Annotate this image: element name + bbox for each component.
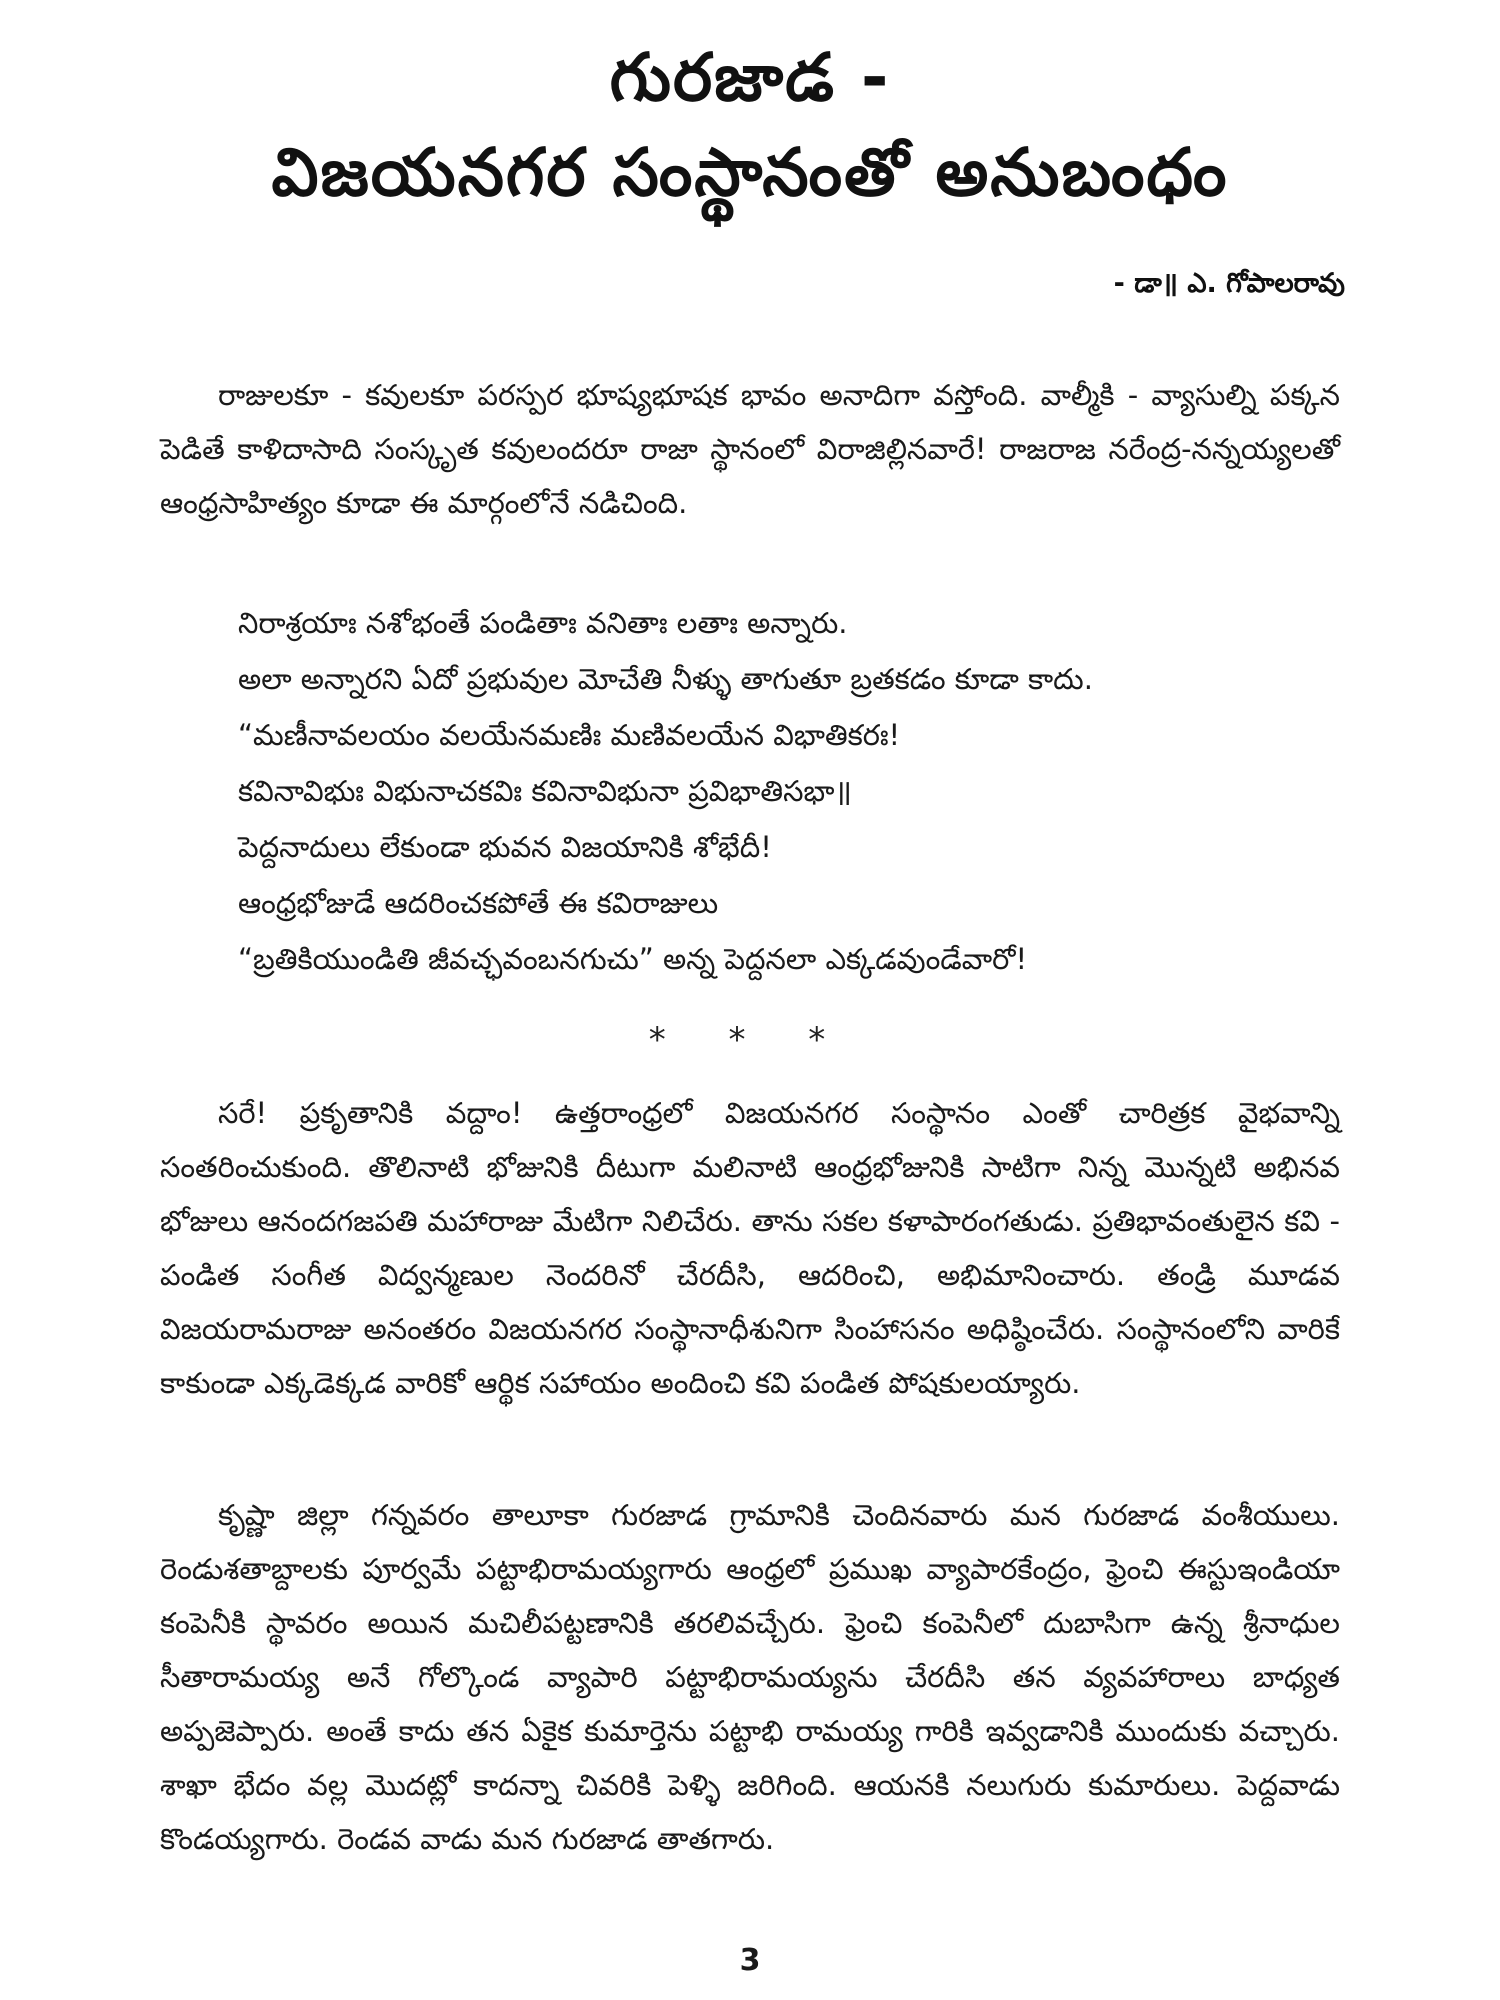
verse-line: “బ్రతికియుండితి జీవచ్ఛవంబనగుచు” అన్న పెద్దనలా ఎక్కడవుండేవారో! [238, 942, 1028, 976]
verse-line: అలా అన్నారని ఏదో ప్రభువుల మోచేతి నీళ్ళు తాగుతూ బ్రతకడం కూడా కాదు. [238, 662, 1093, 696]
verse-block [238, 595, 1338, 987]
paragraph-3: కృష్ణా జిల్లా గన్నవరం తాలూకా గురజాడ గ్రామానికి చెందినవారు మన గురజాడ వంశీయులు. రెండుశతాబ్దాలకు పూర్వమే పట్టాభిరామయ్యగారు ఆంధ్రలో ప్రముఖ వ్యాపారకేంద్రం, ఫ్రెంచి ఈస్టుఇండియా కంపెనీకి స్థావరం అయిన మచిలీపట్టణానికి తరలివచ్చేరు. ఫ్రెంచి కంపెనీలో దుబాసిగా ఉన్న శ్రీనాధుల సీతారామయ్య అనే గోల్కొండ వ్యాపారి పట్టాభిరామయ్యను చేరదీసి తన వ్యవహారాలు బాధ్యత అప్పజెప్పారు. అంతే కాదు తన ఏకైక కుమార్తెను పట్టాభి రామయ్య గారికి ఇవ్వడానికి ముందుకు వచ్చారు. శాఖా భేదం వల్ల మొదట్లో కాదన్నా చివరికి పెళ్ళి జరిగింది. ఆయనకి నలుగురు కుమారులు. పెద్దవాడు కొండయ్యగారు. రెండవ వాడు మన గురజాడ తాతగారు. [160, 1498, 1340, 1856]
author-byline: - డా॥ ఎ. గోపాలరావు [1113, 268, 1345, 299]
verse-line: “మణీనావలయం వలయేనమణిః మణివలయేన విభాతికరః! [238, 718, 901, 752]
verse-line: కవినావిభుః విభునాచకవిః కవినావిభునా ప్రవిభాతిసభా॥ [238, 774, 852, 808]
section-separator: * * * [648, 1020, 852, 1060]
verse-line: ఆంధ్రభోజుడే ఆదరించకపోతే ఈ కవిరాజులు [238, 886, 719, 920]
verse-line: పెద్దనాదులు లేకుండా భువన విజయానికి శోభేదీ! [238, 830, 772, 864]
verse-line: నిరాశ్రయాః నశోభంతే పండితాః వనితాః లతాః అన్నారు. [238, 606, 848, 640]
paragraph-2: సరే! ప్రకృతానికి వద్దాం! ఉత్తరాంధ్రలో విజయనగర సంస్థానం ఎంతో చారిత్రక వైభవాన్ని సంతరించుకుంది. తొలినాటి భోజునికి దీటుగా మలినాటి ఆంధ్రభోజునికి సాటిగా నిన్న మొన్నటి అభినవ భోజులు ఆనందగజపతి మహారాజు మేటిగా నిలిచేరు. తాను సకల కళాపారంగతుడు. ప్రతిభావంతులైన కవి - పండిత సంగీత విద్వన్మణుల నెందరినో చేరదీసి, ఆదరించి, అభిమానించారు. తండ్రి మూడవ విజయరామరాజు అనంతరం విజయనగర సంస్థానాధీశునిగా సింహాసనం అధిష్ఠించేరు. సంస్థానంలోని వారికే కాకుండా ఎక్కడెక్కడ వారికో ఆర్థిక సహాయం అందించి కవి పండిత పోషకులయ్యారు. [160, 1096, 1340, 1400]
paragraph-1: రాజులకూ - కవులకూ పరస్పర భూష్యభూషక భావం అనాదిగా వస్తోంది. వాల్మీకి - వ్యాసుల్ని పక్కన పెడితే కాళిదాసాది సంస్కృత కవులందరూ రాజా స్థానంలో విరాజిల్లినవారే! రాజరాజ నరేంద్ర-నన్నయ్యలతో ఆంధ్రసాహిత్యం కూడా ఈ మార్గంలోనే నడిచింది. [160, 378, 1340, 520]
page-title-line-2: విజయనగర సంస్థానంతో అనుబంధం [271, 134, 1229, 211]
page-number: 3 [739, 1943, 761, 1978]
page-title-line-1: గురజాడ - [609, 39, 891, 116]
